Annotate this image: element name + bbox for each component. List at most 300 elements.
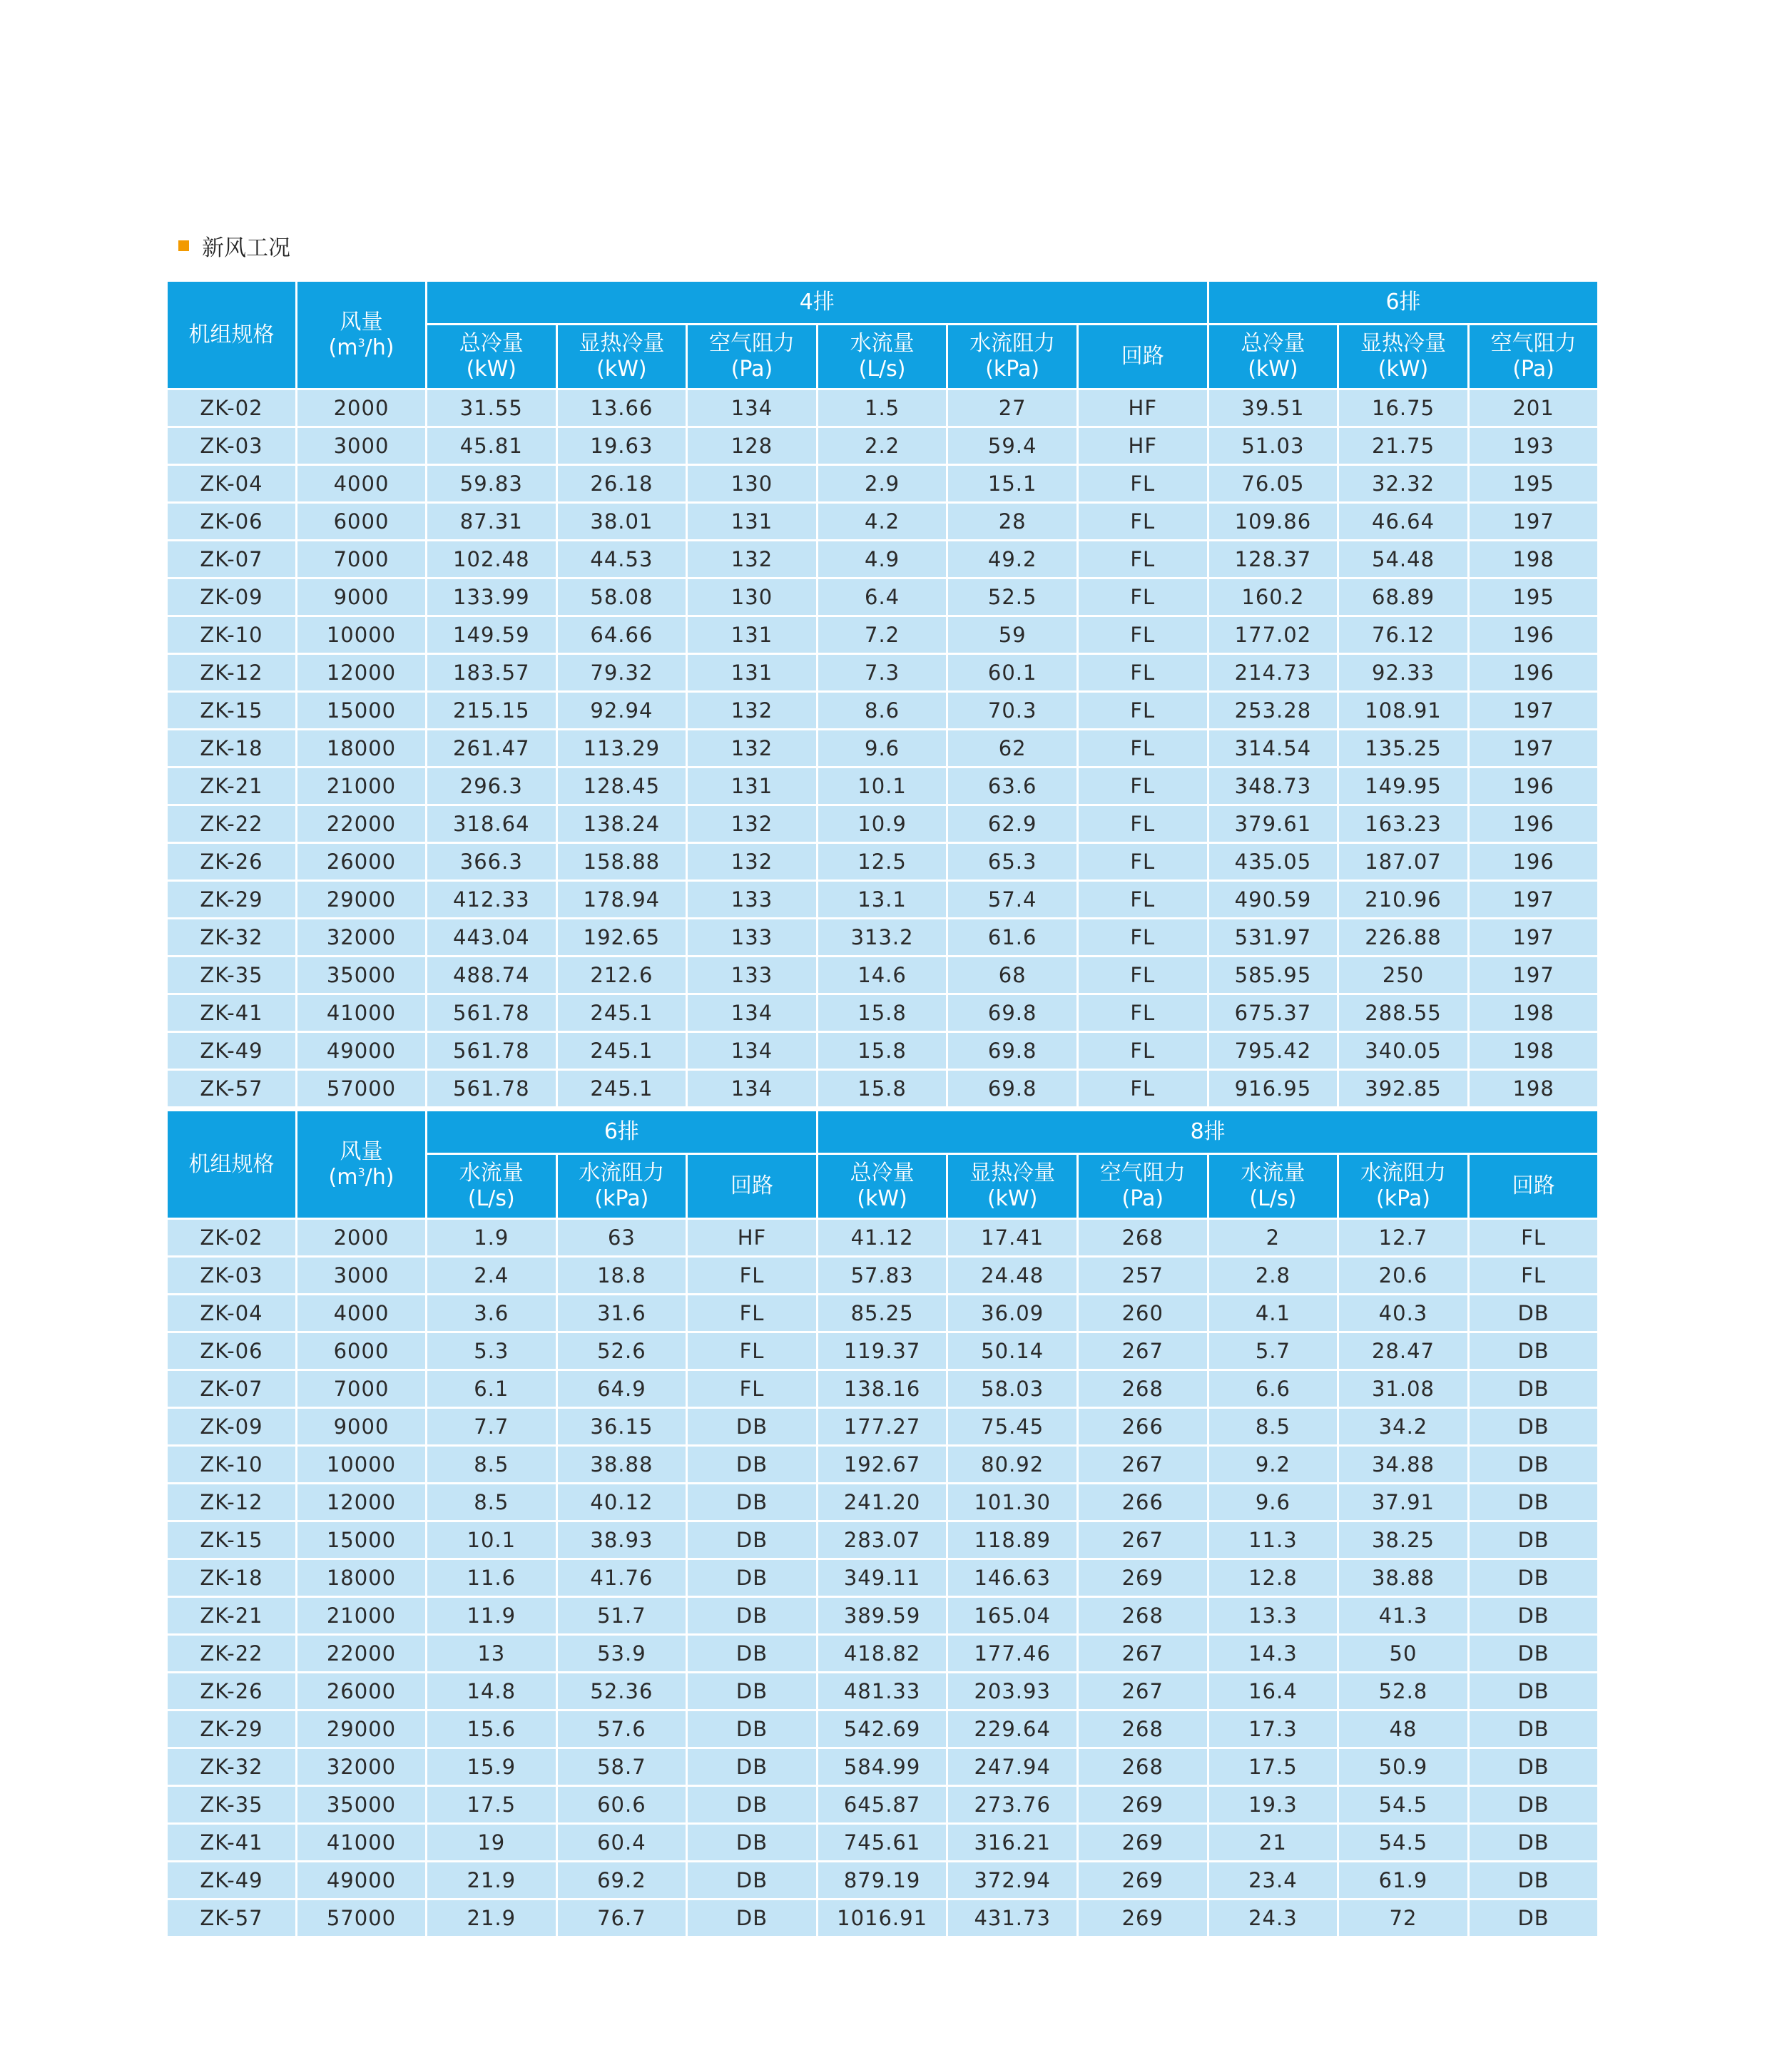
- table-cell: 745.61: [817, 1824, 947, 1862]
- table-cell: 119.37: [817, 1332, 947, 1370]
- table-cell: 58.03: [947, 1370, 1078, 1408]
- table-cell: 15000: [297, 1521, 427, 1559]
- table-cell: 29000: [297, 881, 427, 919]
- column-header-label: 空气阻力: [708, 331, 795, 356]
- column-header-label: 空气阻力: [1490, 331, 1577, 356]
- table-cell: 269: [1077, 1786, 1208, 1824]
- column-header: [1338, 1154, 1469, 1219]
- column-header-unit: (kW): [596, 357, 647, 382]
- table-cell: 108.91: [1338, 692, 1469, 730]
- table-row: [167, 1635, 1599, 1673]
- table-cell: 313.2: [817, 919, 947, 957]
- table-cell: 11.9: [427, 1597, 557, 1635]
- table-cell: 49.2: [947, 541, 1078, 578]
- table-cell: 192.65: [556, 919, 687, 957]
- table-cell: 10.1: [427, 1521, 557, 1559]
- table-row: [167, 994, 1599, 1032]
- table-cell: 3000: [297, 427, 427, 465]
- table-cell: 268: [1077, 1710, 1208, 1748]
- table-cell: 64.66: [556, 616, 687, 654]
- table-cell: HF: [1077, 427, 1208, 465]
- table-cell: 19.63: [556, 427, 687, 465]
- table-cell: 135.25: [1338, 730, 1469, 768]
- table-cell: 62.9: [947, 805, 1078, 843]
- table-cell: 7.3: [817, 654, 947, 692]
- table-cell: 63.6: [947, 768, 1078, 805]
- model-cell: ZK-21: [167, 1597, 297, 1635]
- table-cell: FL: [1077, 503, 1208, 541]
- table-row: [167, 578, 1599, 616]
- table-cell: 17.3: [1208, 1710, 1338, 1748]
- table-cell: 203.93: [947, 1673, 1078, 1710]
- table-cell: 7.7: [427, 1408, 557, 1446]
- table-cell: 92.94: [556, 692, 687, 730]
- table-cell: 340.05: [1338, 1032, 1469, 1070]
- table-cell: 15.8: [817, 1032, 947, 1070]
- table-cell: 63: [556, 1219, 687, 1257]
- table-cell: 879.19: [817, 1862, 947, 1900]
- column-header-label: 回路: [1512, 1173, 1555, 1198]
- model-cell: ZK-06: [167, 1332, 297, 1370]
- table-cell: 12.8: [1208, 1559, 1338, 1597]
- table-row: [167, 1219, 1599, 1257]
- table-cell: 268: [1077, 1597, 1208, 1635]
- table-cell: 69.8: [947, 1032, 1078, 1070]
- table-cell: 389.59: [817, 1597, 947, 1635]
- table-cell: 57000: [297, 1070, 427, 1108]
- column-header-label: 水流阻力: [1360, 1161, 1446, 1185]
- table-row: [167, 427, 1599, 465]
- table-row: [167, 730, 1599, 768]
- table-cell: 131: [687, 616, 818, 654]
- table-cell: 61.6: [947, 919, 1078, 957]
- table-cell: 229.64: [947, 1710, 1078, 1748]
- table-cell: 15.1: [947, 465, 1078, 503]
- table-cell: DB: [687, 1824, 818, 1862]
- table-cell: DB: [1468, 1900, 1599, 1937]
- table-row: [167, 1824, 1599, 1862]
- table-cell: 318.64: [427, 805, 557, 843]
- table-cell: 65.3: [947, 843, 1078, 881]
- table-cell: 2.4: [427, 1257, 557, 1295]
- column-header-label: 显热冷量: [1360, 331, 1447, 356]
- table-cell: 2000: [297, 389, 427, 427]
- table-cell: 72: [1338, 1900, 1469, 1937]
- table-cell: 18.8: [556, 1257, 687, 1295]
- table-cell: 46.64: [1338, 503, 1469, 541]
- table-cell: DB: [1468, 1408, 1599, 1446]
- column-header-label: 显热冷量: [969, 1161, 1056, 1185]
- column-header-label: 水流量: [459, 1161, 524, 1185]
- table-cell: 76.12: [1338, 616, 1469, 654]
- table-cell: 18000: [297, 1559, 427, 1597]
- table-row: [167, 389, 1599, 427]
- model-cell: ZK-10: [167, 1446, 297, 1484]
- table-cell: 197: [1468, 919, 1599, 957]
- airflow-header-unit: $(m^3/h)$: [328, 335, 394, 360]
- table-cell: 130: [687, 578, 818, 616]
- column-header-unit: (L/s): [1249, 1186, 1297, 1211]
- table-cell: 133.99: [427, 578, 557, 616]
- table-cell: 245.1: [556, 1032, 687, 1070]
- table-row: [167, 1446, 1599, 1484]
- table-cell: 3.6: [427, 1295, 557, 1332]
- table-cell: 13.66: [556, 389, 687, 427]
- table-cell: FL: [1077, 616, 1208, 654]
- table-cell: 146.63: [947, 1559, 1078, 1597]
- model-header: 机组规格: [167, 281, 297, 389]
- column-header-unit: (kW): [1248, 357, 1298, 382]
- table-row: [167, 919, 1599, 957]
- table-cell: 34.88: [1338, 1446, 1469, 1484]
- table-cell: 215.15: [427, 692, 557, 730]
- table-row: [167, 1070, 1599, 1108]
- model-cell: ZK-12: [167, 1484, 297, 1521]
- spec-table-1: [166, 280, 1599, 1108]
- column-header-unit: (kW): [857, 1186, 907, 1211]
- table-cell: 28: [947, 503, 1078, 541]
- table-cell: 102.48: [427, 541, 557, 578]
- table-cell: 38.25: [1338, 1521, 1469, 1559]
- table-cell: 12000: [297, 654, 427, 692]
- table-cell: 128.37: [1208, 541, 1338, 578]
- table-cell: 269: [1077, 1862, 1208, 1900]
- table-cell: 412.33: [427, 881, 557, 919]
- table-cell: 79.32: [556, 654, 687, 692]
- table-cell: 35000: [297, 957, 427, 994]
- table-cell: 21000: [297, 768, 427, 805]
- table-cell: DB: [1468, 1295, 1599, 1332]
- table-cell: DB: [1468, 1597, 1599, 1635]
- table-cell: DB: [687, 1559, 818, 1597]
- table-cell: DB: [687, 1446, 818, 1484]
- table-cell: 267: [1077, 1446, 1208, 1484]
- table-cell: 22000: [297, 805, 427, 843]
- table-cell: 2.9: [817, 465, 947, 503]
- column-header-unit: (kPa): [594, 1186, 649, 1211]
- table-cell: 24.48: [947, 1257, 1078, 1295]
- table-cell: 267: [1077, 1332, 1208, 1370]
- table-cell: 542.69: [817, 1710, 947, 1748]
- table-cell: 14.8: [427, 1673, 557, 1710]
- table-cell: 296.3: [427, 768, 557, 805]
- table-cell: 27: [947, 389, 1078, 427]
- table-cell: 288.55: [1338, 994, 1469, 1032]
- table-cell: 134: [687, 389, 818, 427]
- table-cell: 41000: [297, 1824, 427, 1862]
- model-cell: ZK-03: [167, 427, 297, 465]
- model-cell: ZK-35: [167, 957, 297, 994]
- table-cell: 21000: [297, 1597, 427, 1635]
- table-cell: 210.96: [1338, 881, 1469, 919]
- column-header: [427, 325, 557, 389]
- table-row: [167, 1408, 1599, 1446]
- table-cell: 247.94: [947, 1748, 1078, 1786]
- column-header: [687, 1154, 818, 1219]
- table-cell: 2: [1208, 1219, 1338, 1257]
- table-cell: 3000: [297, 1257, 427, 1295]
- table-cell: 1.9: [427, 1219, 557, 1257]
- table-cell: 283.07: [817, 1521, 947, 1559]
- table-cell: FL: [1077, 1070, 1208, 1108]
- airflow-header-unit: $(m^3/h)$: [328, 1164, 394, 1190]
- table-cell: FL: [1077, 730, 1208, 768]
- table-cell: 250: [1338, 957, 1469, 994]
- column-header-label: 空气阻力: [1099, 1161, 1186, 1185]
- table-row: [167, 541, 1599, 578]
- table-cell: HF: [687, 1219, 818, 1257]
- column-header: [1468, 325, 1599, 389]
- table-cell: 8.5: [427, 1446, 557, 1484]
- table-cell: 349.11: [817, 1559, 947, 1597]
- table-body: [167, 1219, 1599, 1937]
- table-cell: 266: [1077, 1484, 1208, 1521]
- table-cell: 187.07: [1338, 843, 1469, 881]
- column-header: [817, 1154, 947, 1219]
- table-cell: 68.89: [1338, 578, 1469, 616]
- table-cell: DB: [687, 1900, 818, 1937]
- table-cell: 253.28: [1208, 692, 1338, 730]
- column-header-unit: (kPa): [1376, 1186, 1430, 1211]
- table-cell: 109.86: [1208, 503, 1338, 541]
- table-row: [167, 692, 1599, 730]
- model-header: 机组规格: [167, 1111, 297, 1219]
- table-cell: 20.6: [1338, 1257, 1469, 1295]
- table-row: [167, 503, 1599, 541]
- table-cell: 14.3: [1208, 1635, 1338, 1673]
- table-cell: 431.73: [947, 1900, 1078, 1937]
- table-cell: 58.7: [556, 1748, 687, 1786]
- model-cell: ZK-22: [167, 1635, 297, 1673]
- table-cell: 192.67: [817, 1446, 947, 1484]
- table-cell: 39.51: [1208, 389, 1338, 427]
- table-row: [167, 1786, 1599, 1824]
- table-cell: 177.27: [817, 1408, 947, 1446]
- table-cell: 134: [687, 1032, 818, 1070]
- table-cell: 26000: [297, 1673, 427, 1710]
- table-cell: 198: [1468, 1070, 1599, 1108]
- column-header: [427, 1154, 557, 1219]
- model-cell: ZK-18: [167, 730, 297, 768]
- section-title: [178, 230, 290, 261]
- table-cell: 10000: [297, 616, 427, 654]
- table-cell: 316.21: [947, 1824, 1078, 1862]
- table-cell: 15000: [297, 692, 427, 730]
- table-cell: 60.6: [556, 1786, 687, 1824]
- table-cell: 31.6: [556, 1295, 687, 1332]
- table-row: [167, 1257, 1599, 1295]
- table-cell: 675.37: [1208, 994, 1338, 1032]
- model-cell: ZK-26: [167, 843, 297, 881]
- table-cell: 57.83: [817, 1257, 947, 1295]
- table-cell: 36.15: [556, 1408, 687, 1446]
- table-cell: DB: [687, 1673, 818, 1710]
- table-cell: 133: [687, 919, 818, 957]
- table-cell: DB: [1468, 1370, 1599, 1408]
- table-row: [167, 843, 1599, 881]
- table-cell: DB: [1468, 1748, 1599, 1786]
- table-cell: 131: [687, 503, 818, 541]
- table-cell: 261.47: [427, 730, 557, 768]
- table-cell: 160.2: [1208, 578, 1338, 616]
- table-row: [167, 1332, 1599, 1370]
- column-header-unit: (kW): [987, 1186, 1038, 1211]
- table-row: [167, 768, 1599, 805]
- table-cell: 113.29: [556, 730, 687, 768]
- table-cell: 2.2: [817, 427, 947, 465]
- column-header-label: 回路: [1121, 344, 1164, 369]
- column-header-label: 水流阻力: [969, 331, 1056, 356]
- table-cell: FL: [1077, 994, 1208, 1032]
- table-cell: 57.4: [947, 881, 1078, 919]
- column-header-unit: (Pa): [1121, 1186, 1164, 1211]
- table-cell: 268: [1077, 1219, 1208, 1257]
- table-cell: 1016.91: [817, 1900, 947, 1937]
- table-cell: 101.30: [947, 1484, 1078, 1521]
- table-cell: 197: [1468, 957, 1599, 994]
- table-cell: DB: [1468, 1446, 1599, 1484]
- table-cell: 16.4: [1208, 1673, 1338, 1710]
- column-header-unit: (kW): [1378, 357, 1429, 382]
- table-cell: 21: [1208, 1824, 1338, 1862]
- table-cell: 226.88: [1338, 919, 1469, 957]
- table-cell: 5.7: [1208, 1332, 1338, 1370]
- group-header-6-rows: 6排: [427, 1111, 818, 1154]
- table-cell: 212.6: [556, 957, 687, 994]
- model-cell: ZK-57: [167, 1900, 297, 1937]
- table-cell: 41000: [297, 994, 427, 1032]
- table-cell: 40.12: [556, 1484, 687, 1521]
- table-cell: 130: [687, 465, 818, 503]
- table-cell: 6000: [297, 1332, 427, 1370]
- model-cell: ZK-32: [167, 919, 297, 957]
- table-cell: 5.3: [427, 1332, 557, 1370]
- table-cell: 41.12: [817, 1219, 947, 1257]
- table-cell: 1.5: [817, 389, 947, 427]
- table-cell: 149.59: [427, 616, 557, 654]
- table-cell: 15.6: [427, 1710, 557, 1748]
- table-cell: 13: [427, 1635, 557, 1673]
- table-cell: 57000: [297, 1900, 427, 1937]
- table-cell: FL: [1077, 465, 1208, 503]
- table-cell: 76.05: [1208, 465, 1338, 503]
- table-row: [167, 957, 1599, 994]
- table-cell: DB: [1468, 1710, 1599, 1748]
- table-cell: 23.4: [1208, 1862, 1338, 1900]
- model-cell: ZK-06: [167, 503, 297, 541]
- table-cell: 9000: [297, 578, 427, 616]
- table-cell: 51.03: [1208, 427, 1338, 465]
- model-cell: ZK-09: [167, 578, 297, 616]
- model-cell: ZK-07: [167, 541, 297, 578]
- column-header-unit: (Pa): [1512, 357, 1554, 382]
- table-cell: 158.88: [556, 843, 687, 881]
- table-cell: 128.45: [556, 768, 687, 805]
- table-cell: 132: [687, 805, 818, 843]
- table-cell: 165.04: [947, 1597, 1078, 1635]
- table-cell: FL: [1077, 654, 1208, 692]
- table-cell: DB: [687, 1710, 818, 1748]
- table-cell: 128: [687, 427, 818, 465]
- table-cell: 198: [1468, 1032, 1599, 1070]
- column-header-unit: (Pa): [730, 357, 773, 382]
- table-cell: 2.8: [1208, 1257, 1338, 1295]
- model-cell: ZK-04: [167, 1295, 297, 1332]
- group-header-4-rows: 4排: [427, 281, 1208, 325]
- table-cell: 195: [1468, 465, 1599, 503]
- section-title-text: 新风工况: [202, 235, 290, 261]
- model-cell: ZK-09: [167, 1408, 297, 1446]
- table-cell: DB: [687, 1484, 818, 1521]
- table-cell: 267: [1077, 1635, 1208, 1673]
- table-cell: 134: [687, 994, 818, 1032]
- table-cell: 488.74: [427, 957, 557, 994]
- table-cell: 21.75: [1338, 427, 1469, 465]
- table-row: [167, 1521, 1599, 1559]
- model-cell: ZK-26: [167, 1673, 297, 1710]
- table-cell: 44.53: [556, 541, 687, 578]
- table-cell: 149.95: [1338, 768, 1469, 805]
- table-cell: 132: [687, 730, 818, 768]
- column-header: [556, 325, 687, 389]
- table-cell: 22000: [297, 1635, 427, 1673]
- table-cell: 4000: [297, 1295, 427, 1332]
- table-cell: 561.78: [427, 1032, 557, 1070]
- table-cell: DB: [1468, 1673, 1599, 1710]
- table-cell: 7000: [297, 541, 427, 578]
- table-cell: 12000: [297, 1484, 427, 1521]
- table-cell: 197: [1468, 881, 1599, 919]
- table-cell: FL: [1468, 1219, 1599, 1257]
- table-row: [167, 1370, 1599, 1408]
- table-cell: 54.5: [1338, 1786, 1469, 1824]
- table-cell: 273.76: [947, 1786, 1078, 1824]
- table-cell: 177.02: [1208, 616, 1338, 654]
- table-cell: 268: [1077, 1370, 1208, 1408]
- group-header-6-rows: 6排: [1208, 281, 1599, 325]
- table-cell: 59.83: [427, 465, 557, 503]
- table-cell: 32000: [297, 919, 427, 957]
- table-cell: 6.6: [1208, 1370, 1338, 1408]
- table-cell: 10.1: [817, 768, 947, 805]
- table-cell: FL: [1077, 843, 1208, 881]
- table-cell: 138.24: [556, 805, 687, 843]
- table-cell: 75.45: [947, 1408, 1078, 1446]
- table-row: [167, 1748, 1599, 1786]
- table-cell: 15.8: [817, 994, 947, 1032]
- table-cell: 214.73: [1208, 654, 1338, 692]
- model-cell: ZK-10: [167, 616, 297, 654]
- table-cell: 59.4: [947, 427, 1078, 465]
- table-cell: 59: [947, 616, 1078, 654]
- table-cell: 11.6: [427, 1559, 557, 1597]
- group-header-8-rows: 8排: [817, 1111, 1599, 1154]
- table-cell: 60.4: [556, 1824, 687, 1862]
- model-cell: ZK-41: [167, 994, 297, 1032]
- table-cell: 40.3: [1338, 1295, 1469, 1332]
- table-cell: FL: [1077, 919, 1208, 957]
- table-cell: FL: [1077, 578, 1208, 616]
- table-cell: 8.5: [427, 1484, 557, 1521]
- table-cell: 38.93: [556, 1521, 687, 1559]
- table-cell: FL: [1077, 1032, 1208, 1070]
- table-cell: 585.95: [1208, 957, 1338, 994]
- table-cell: 38.01: [556, 503, 687, 541]
- table-cell: 32000: [297, 1748, 427, 1786]
- table-cell: 19: [427, 1824, 557, 1862]
- model-cell: ZK-22: [167, 805, 297, 843]
- table-cell: 193: [1468, 427, 1599, 465]
